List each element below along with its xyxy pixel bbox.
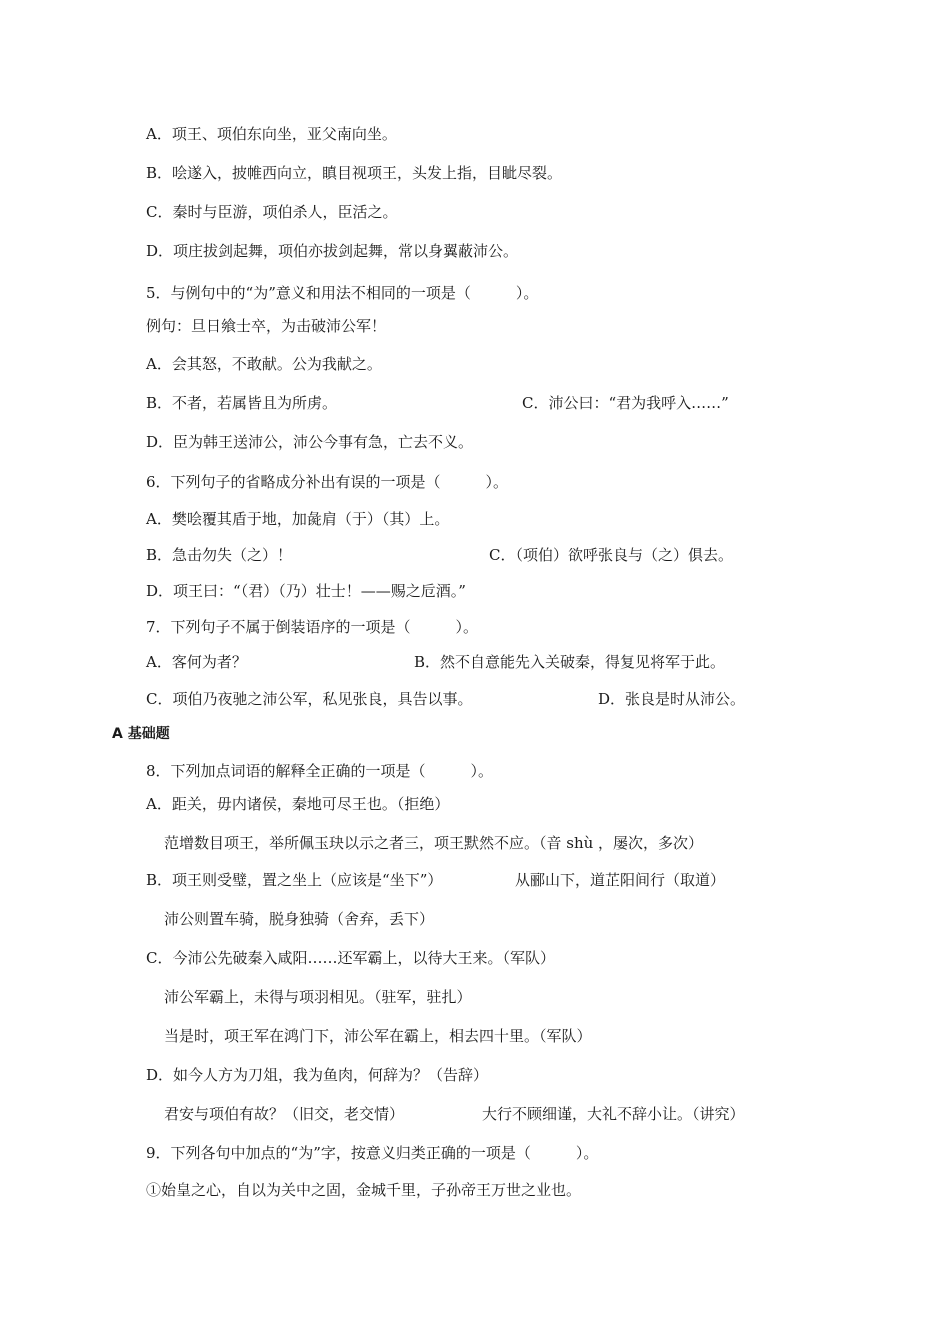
q5-option-b: B．不者，若属皆且为所虏。 bbox=[146, 394, 338, 412]
q8-option-a-1: A．距关，毋内诸侯，秦地可尽王也。（拒绝） bbox=[146, 795, 450, 813]
q8-option-c-1: C．今沛公先破秦入咸阳……还军霸上，以待大王来。（军队） bbox=[146, 949, 555, 967]
q7-option-a: A．客何为者？ bbox=[146, 653, 247, 671]
q4-option-b: B．哙遂入，披帷西向立，瞋目视项王，头发上指，目眦尽裂。 bbox=[146, 164, 563, 182]
q4-option-a: A．项王、项伯东向坐，亚父南向坐。 bbox=[146, 125, 397, 143]
q8-option-c-2: 沛公军霸上，未得与项羽相见。（驻军，驻扎） bbox=[164, 988, 472, 1006]
q8-option-d-1: D．如今人方为刀俎，我为鱼肉，何辞为？（告辞） bbox=[146, 1066, 489, 1084]
q4-option-c: C．秦时与臣游，项伯杀人，臣活之。 bbox=[146, 203, 398, 221]
q5-example: 例句：旦日飨士卒，为击破沛公军！ bbox=[146, 317, 387, 335]
q8-option-b-1: B．项王则受璧，置之坐上（应该是“坐下”） bbox=[146, 871, 443, 889]
section-title: A 基础题 bbox=[112, 726, 170, 742]
q7-stem: 7．下列句子不属于倒装语序的一项是（ ）。 bbox=[146, 618, 479, 636]
q4-option-d: D．项庄拔剑起舞，项伯亦拔剑起舞，常以身翼蔽沛公。 bbox=[146, 242, 519, 260]
q5-option-d: D．臣为韩王送沛公，沛公今事有急，亡去不义。 bbox=[146, 433, 474, 451]
q5-option-a: A．会其怒，不敢献。公为我献之。 bbox=[146, 355, 382, 373]
q8-option-b-3: 沛公则置车骑，脱身独骑（舍弃，丢下） bbox=[164, 910, 435, 928]
q6-stem: 6．下列句子的省略成分补出有误的一项是（ ）。 bbox=[146, 473, 509, 491]
q7-option-c: C．项伯乃夜驰之沛公军，私见张良，具告以事。 bbox=[146, 690, 473, 708]
q7-option-d: D．张良是时从沛公。 bbox=[598, 690, 746, 708]
q8-stem: 8．下列加点词语的解释全正确的一项是（ ）。 bbox=[146, 762, 494, 780]
q5-stem: 5．与例句中的“为”意义和用法不相同的一项是（ ）。 bbox=[146, 284, 539, 302]
q8-option-d-2: 君安与项伯有故？（旧交，老交情） bbox=[164, 1105, 405, 1123]
q7-option-b: B．然不自意能先入关破秦，得复见将军于此。 bbox=[414, 653, 726, 671]
q6-option-d: D．项王曰：“（君）（乃）壮士！——赐之卮酒。” bbox=[146, 582, 466, 600]
q9-stem: 9．下列各句中加点的“为”字，按意义归类正确的一项是（ ）。 bbox=[146, 1144, 599, 1162]
q6-option-b: B．急击勿失（之）！ bbox=[146, 546, 293, 564]
q8-option-d-3: 大行不顾细谨，大礼不辞小让。（讲究） bbox=[482, 1105, 745, 1123]
q6-option-c: C．（项伯）欲呼张良与（之）俱去。 bbox=[489, 546, 733, 564]
q5-option-c: C．沛公曰：“君为我呼入……” bbox=[522, 394, 729, 412]
q8-option-a-2: 范增数目项王，举所佩玉玦以示之者三，项王默然不应。（音 shù ，屡次，多次） bbox=[164, 834, 704, 852]
q9-item-1: ①始皇之心，自以为关中之固，金城千里，子孙帝王万世之业也。 bbox=[146, 1181, 582, 1199]
q8-option-c-3: 当是时，项王军在鸿门下，沛公军在霸上，相去四十里。（军队） bbox=[164, 1027, 592, 1045]
q6-option-a: A．樊哙覆其盾于地，加彘肩（于）（其）上。 bbox=[146, 510, 450, 528]
q8-option-b-2: 从郦山下，道芷阳间行（取道） bbox=[515, 871, 726, 889]
